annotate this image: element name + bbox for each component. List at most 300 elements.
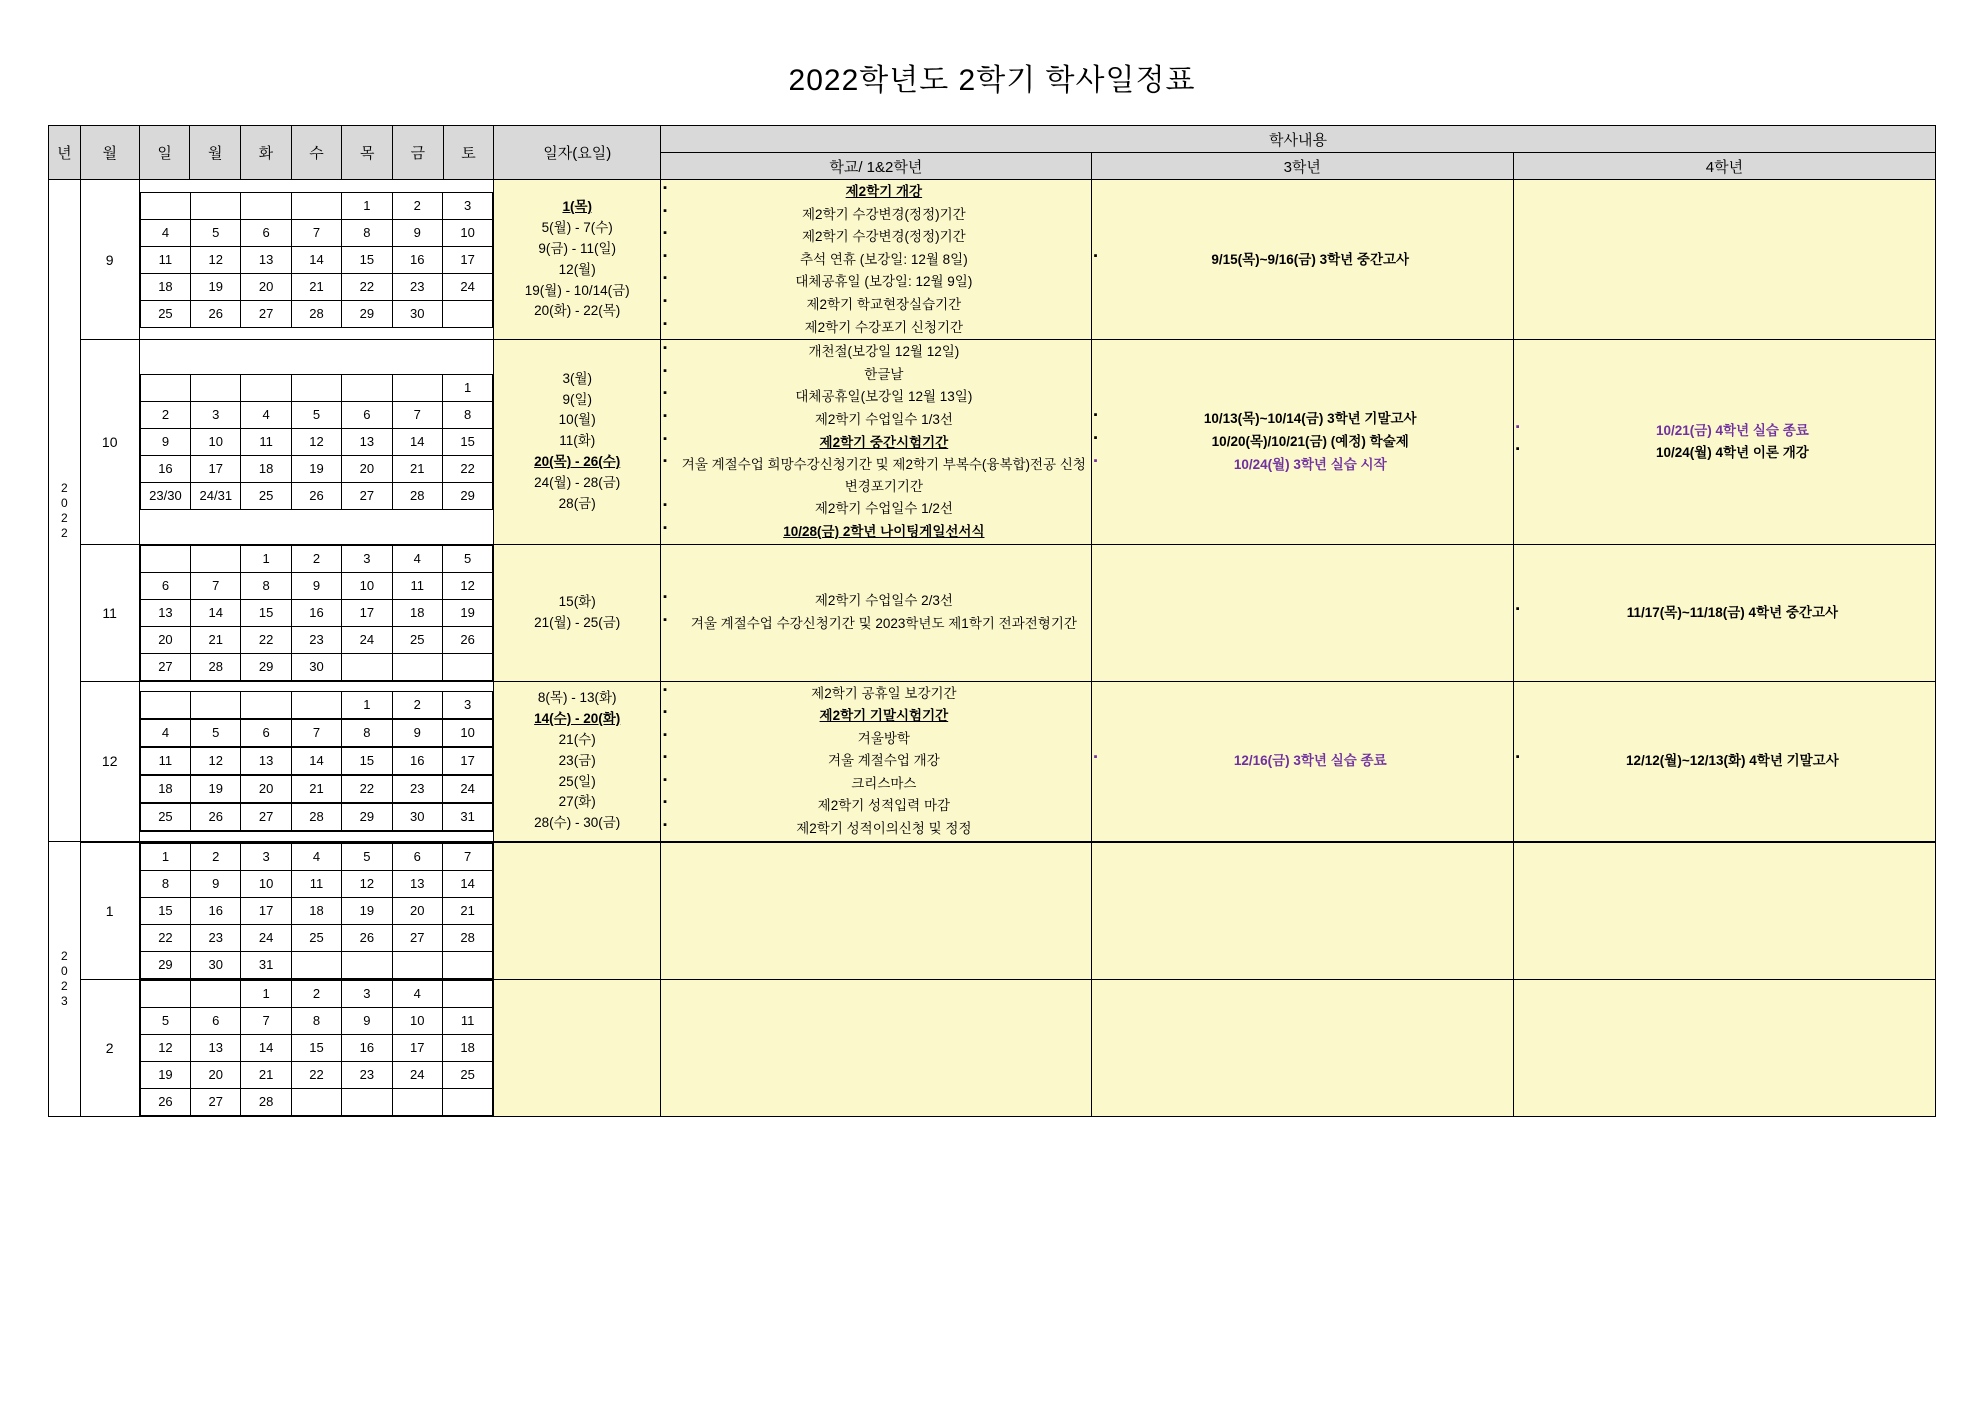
day-cell: 10 (241, 870, 291, 897)
header-content-grade4: 4학년 (1513, 153, 1935, 180)
day-cell (342, 374, 392, 401)
content-item: ▪ 10/24(월) 4학년 이론 개강 (1514, 442, 1935, 464)
day-cell (442, 653, 492, 680)
day-cell: 15 (241, 599, 291, 626)
day-cell: 11 (241, 428, 291, 455)
day-cell: 14 (442, 870, 492, 897)
content-item: ▪ 크리스마스 (661, 773, 1091, 795)
week-row (140, 300, 493, 327)
day-cell: 21 (191, 626, 241, 653)
day-cell: 29 (140, 951, 190, 978)
date-entry: 20(목) - 26(수) (534, 454, 621, 470)
content-grade4-cell (1513, 681, 1935, 842)
day-cell: 19 (140, 1061, 190, 1088)
content-item: ▪ 한글날 (661, 364, 1091, 386)
day-cell: 3 (442, 192, 492, 219)
day-cell: 20 (241, 273, 291, 300)
day-cell: 18 (442, 1034, 492, 1061)
day-cell: 18 (140, 273, 190, 300)
calendar-month-row (49, 681, 1936, 842)
day-cell: 26 (342, 924, 392, 951)
content-item: ▪ 제2학기 수업일수 1/3선 (661, 409, 1091, 431)
day-cell: 28 (241, 1088, 291, 1115)
day-cell: 12 (191, 747, 241, 775)
day-cell: 12 (442, 572, 492, 599)
day-cell: 2 (140, 401, 190, 428)
day-cell: 29 (241, 653, 291, 680)
day-cell: 13 (241, 246, 291, 273)
day-cell: 7 (442, 843, 492, 870)
day-cell (442, 1088, 492, 1115)
day-cell: 4 (392, 980, 442, 1007)
header-content-grade12: 학교/ 1&2학년 (661, 153, 1092, 180)
day-cell: 24 (442, 775, 492, 803)
day-cell: 12 (140, 1034, 190, 1061)
day-cell: 20 (191, 1061, 241, 1088)
day-cell: 1 (140, 843, 190, 870)
day-cell: 11 (442, 1007, 492, 1034)
day-cell: 24 (342, 626, 392, 653)
date-entry: 25(일) (558, 773, 596, 789)
day-cell (241, 691, 291, 719)
date-entry: 20(화) - 22(목) (534, 303, 621, 319)
day-cell (191, 691, 241, 719)
day-cell: 22 (140, 924, 190, 951)
day-cell: 30 (291, 653, 341, 680)
week-row (140, 1088, 493, 1115)
day-cell: 11 (291, 870, 341, 897)
day-cell: 9 (191, 870, 241, 897)
day-cell: 3 (342, 980, 392, 1007)
day-cell: 10 (191, 428, 241, 455)
day-cell (291, 951, 341, 978)
day-cell: 25 (392, 626, 442, 653)
day-cell: 6 (140, 572, 190, 599)
date-entry: 10(월) (558, 412, 596, 428)
day-cell: 8 (291, 1007, 341, 1034)
day-cell: 1 (241, 545, 291, 572)
day-cell: 3 (191, 401, 241, 428)
content-grade3-cell (1091, 340, 1513, 544)
day-cell: 8 (342, 719, 392, 747)
day-cell: 6 (241, 719, 291, 747)
day-cell: 9 (392, 219, 442, 246)
calendar-month-row (49, 842, 1936, 980)
header-weekday-mon: 월 (190, 126, 241, 180)
content-item: ▪ 겨울 계절수업 개강 (661, 750, 1091, 772)
day-cell: 5 (342, 843, 392, 870)
day-cell: 4 (140, 219, 190, 246)
header-content-group: 학사내용 (661, 126, 1936, 153)
table-header (49, 126, 1936, 180)
day-cell: 11 (140, 747, 190, 775)
day-cell: 10 (342, 572, 392, 599)
date-entry: 23(금) (558, 752, 596, 768)
day-cell: 26 (140, 1088, 190, 1115)
week-row (140, 870, 493, 897)
header-month: 월 (80, 126, 139, 180)
date-list-cell (494, 180, 661, 340)
day-cell: 17 (442, 747, 492, 775)
day-cell: 9 (392, 719, 442, 747)
day-cell: 14 (241, 1034, 291, 1061)
day-cell: 16 (392, 747, 442, 775)
date-list-cell (494, 681, 661, 842)
day-cell: 4 (291, 843, 341, 870)
content-item: ▪ 제2학기 학교현장실습기간 (661, 294, 1091, 316)
day-cell: 9 (291, 572, 341, 599)
day-cell: 13 (392, 870, 442, 897)
date-entry: 8(목) - 13(화) (537, 689, 617, 705)
week-row (140, 192, 493, 219)
day-cell: 22 (241, 626, 291, 653)
day-cell: 23 (392, 775, 442, 803)
date-entry: 12(월) (558, 261, 596, 277)
content-grade12-cell (661, 681, 1092, 842)
day-grid-cell (139, 340, 494, 544)
day-cell (140, 374, 190, 401)
day-cell: 28 (291, 803, 341, 831)
day-cell: 12 (291, 428, 341, 455)
content-item: ▪ 10/24(월) 3학년 실습 시작 (1092, 454, 1513, 476)
content-item: ▪ 대체공휴일(보강일 12월 13일) (661, 386, 1091, 408)
day-cell: 30 (191, 951, 241, 978)
content-item: ▪ 제2학기 기말시험기간 (661, 705, 1091, 727)
date-list-cell (494, 842, 661, 980)
day-cell (140, 192, 190, 219)
day-cell: 27 (241, 300, 291, 327)
day-cell (241, 192, 291, 219)
day-cell: 3 (442, 691, 492, 719)
day-cell (291, 691, 341, 719)
day-cell (342, 951, 392, 978)
day-cell: 1 (342, 192, 392, 219)
day-cell: 2 (191, 843, 241, 870)
content-grade4-cell (1513, 842, 1935, 980)
calendar-month-row (49, 544, 1936, 681)
day-cell: 18 (291, 897, 341, 924)
day-grid-cell (139, 979, 494, 1116)
day-cell: 4 (241, 401, 291, 428)
week-row (140, 1007, 493, 1034)
day-cell (140, 691, 190, 719)
content-grade12-cell (661, 544, 1092, 681)
day-cell: 17 (241, 897, 291, 924)
day-cell: 28 (392, 482, 442, 509)
day-cell: 14 (291, 246, 341, 273)
day-cell: 18 (241, 455, 291, 482)
content-item: ▪ 9/15(목)~9/16(금) 3학년 중간고사 (1092, 249, 1513, 271)
day-cell: 6 (191, 1007, 241, 1034)
day-grid-cell (139, 544, 494, 681)
content-item: ▪ 12/16(금) 3학년 실습 종료 (1092, 750, 1513, 772)
day-cell: 31 (442, 803, 492, 831)
day-cell: 9 (140, 428, 190, 455)
day-cell: 14 (291, 747, 341, 775)
day-cell: 16 (291, 599, 341, 626)
content-grade4-cell (1513, 340, 1935, 544)
day-cell: 24/31 (191, 482, 241, 509)
day-cell: 10 (442, 219, 492, 246)
week-row (140, 803, 493, 831)
date-entry: 9(일) (562, 391, 592, 407)
date-entry: 21(월) - 25(금) (534, 614, 621, 630)
week-row (140, 1034, 493, 1061)
day-cell: 2 (392, 192, 442, 219)
day-cell (241, 374, 291, 401)
day-cell (191, 545, 241, 572)
content-item: ▪ 대체공휴일 (보강일: 12월 9일) (661, 271, 1091, 293)
day-cell: 16 (342, 1034, 392, 1061)
date-list-cell (494, 340, 661, 544)
day-cell: 8 (140, 870, 190, 897)
day-cell (442, 980, 492, 1007)
content-item: ▪ 겨울 계절수업 희망수강신청기간 및 제2학기 부복수(융복합)전공 신청변경포기기간 (661, 454, 1091, 497)
day-cell: 21 (241, 1061, 291, 1088)
day-cell: 2 (392, 691, 442, 719)
day-cell: 19 (191, 273, 241, 300)
day-cell: 21 (392, 455, 442, 482)
calendar-month-row (49, 180, 1936, 340)
week-row (140, 482, 493, 509)
day-cell: 30 (392, 300, 442, 327)
content-item: ▪ 겨울방학 (661, 728, 1091, 750)
day-cell: 19 (191, 775, 241, 803)
day-cell: 8 (241, 572, 291, 599)
week-row (140, 924, 493, 951)
day-cell: 22 (291, 1061, 341, 1088)
day-cell: 7 (291, 719, 341, 747)
content-grade3-cell (1091, 842, 1513, 980)
content-item: ▪ 10/13(목)~10/14(금) 3학년 기말고사 (1092, 408, 1513, 430)
content-item: ▪ 제2학기 수강포기 신청기간 (661, 317, 1091, 339)
header-year: 년 (49, 126, 81, 180)
day-cell: 5 (291, 401, 341, 428)
week-row (140, 980, 493, 1007)
day-cell: 16 (392, 246, 442, 273)
day-cell: 25 (241, 482, 291, 509)
day-grid-cell (139, 180, 494, 340)
week-row (140, 626, 493, 653)
day-cell: 11 (140, 246, 190, 273)
day-cell: 29 (342, 803, 392, 831)
week-row (140, 747, 493, 775)
content-item: ▪ 제2학기 수강변경(정정)기간 (661, 226, 1091, 248)
day-cell: 8 (342, 219, 392, 246)
day-cell: 23 (392, 273, 442, 300)
month-cell: 11 (80, 544, 139, 681)
month-cell: 12 (80, 681, 139, 842)
day-cell: 15 (140, 897, 190, 924)
day-cell: 21 (291, 273, 341, 300)
day-cell (191, 374, 241, 401)
week-row (140, 951, 493, 978)
day-cell: 5 (191, 219, 241, 246)
date-list-cell (494, 979, 661, 1116)
content-item: ▪ 제2학기 성적이의신청 및 정정 (661, 818, 1091, 840)
day-cell: 25 (442, 1061, 492, 1088)
day-cell: 5 (442, 545, 492, 572)
content-item: ▪ 제2학기 개강 (661, 181, 1091, 203)
content-item: ▪ 10/20(목)/10/21(금) (예정) 학술제 (1092, 431, 1513, 453)
content-grade3-cell (1091, 681, 1513, 842)
day-cell: 16 (140, 455, 190, 482)
content-item: ▪ 12/12(월)~12/13(화) 4학년 기말고사 (1514, 750, 1935, 772)
page-title: 2022학년도 2학기 학사일정표 (788, 64, 1196, 97)
day-cell: 12 (342, 870, 392, 897)
header-date: 일자(요일) (494, 126, 661, 180)
day-cell: 5 (191, 719, 241, 747)
week-row (140, 219, 493, 246)
day-cell (291, 192, 341, 219)
day-cell: 6 (241, 219, 291, 246)
day-cell: 4 (392, 545, 442, 572)
content-grade4-cell (1513, 180, 1935, 340)
day-cell: 21 (442, 897, 492, 924)
month-cell: 10 (80, 340, 139, 544)
content-grade3-cell (1091, 544, 1513, 681)
header-weekday-fri: 금 (393, 126, 444, 180)
day-cell: 19 (342, 897, 392, 924)
date-entry: 3(월) (562, 370, 592, 386)
date-entry: 28(금) (558, 496, 596, 512)
content-grade4-cell (1513, 544, 1935, 681)
day-cell: 2 (291, 545, 341, 572)
day-cell: 5 (140, 1007, 190, 1034)
day-cell: 7 (241, 1007, 291, 1034)
day-cell: 17 (191, 455, 241, 482)
day-grid-cell (139, 681, 494, 842)
day-cell: 30 (392, 803, 442, 831)
table-body (49, 180, 1936, 1117)
day-cell (291, 1088, 341, 1115)
year-cell: 2 0 2 3 (49, 842, 81, 1117)
day-cell: 31 (241, 951, 291, 978)
header-content-grade3: 3학년 (1091, 153, 1513, 180)
day-cell: 15 (442, 428, 492, 455)
day-cell: 23/30 (140, 482, 190, 509)
day-cell (342, 1088, 392, 1115)
week-row (140, 775, 493, 803)
calendar-month-row (49, 979, 1936, 1116)
day-cell (342, 653, 392, 680)
date-entry: 14(수) - 20(화) (534, 710, 621, 726)
day-cell: 9 (342, 1007, 392, 1034)
week-row (140, 455, 493, 482)
day-cell: 17 (342, 599, 392, 626)
day-cell: 26 (191, 803, 241, 831)
date-entry: 21(수) (558, 731, 596, 747)
content-grade12-cell (661, 842, 1092, 980)
day-cell (191, 192, 241, 219)
day-cell: 23 (342, 1061, 392, 1088)
week-row (140, 428, 493, 455)
date-entry: 11(화) (559, 433, 596, 449)
day-cell: 13 (342, 428, 392, 455)
day-cell: 25 (140, 803, 190, 831)
day-cell: 25 (291, 924, 341, 951)
date-entry: 19(월) - 10/14(금) (524, 282, 630, 298)
header-weekday-wed: 수 (291, 126, 342, 180)
content-item: ▪ 제2학기 수업일수 2/3선 (661, 590, 1091, 612)
content-grade3-cell (1091, 979, 1513, 1116)
day-cell: 26 (191, 300, 241, 327)
week-row (140, 273, 493, 300)
date-list-cell (494, 544, 661, 681)
day-cell (140, 980, 190, 1007)
day-cell: 18 (392, 599, 442, 626)
day-cell: 7 (291, 219, 341, 246)
day-cell (392, 1088, 442, 1115)
week-row (140, 719, 493, 747)
week-row (140, 572, 493, 599)
day-cell: 16 (191, 897, 241, 924)
day-cell (191, 980, 241, 1007)
content-item: ▪ 10/28(금) 2학년 나이팅게일선서식 (661, 521, 1091, 543)
day-cell: 10 (442, 719, 492, 747)
day-cell: 1 (442, 374, 492, 401)
day-cell: 14 (191, 599, 241, 626)
day-cell: 18 (140, 775, 190, 803)
content-grade12-cell (661, 340, 1092, 544)
content-item: ▪ 추석 연휴 (보강일: 12월 8일) (661, 249, 1091, 271)
day-cell: 3 (241, 843, 291, 870)
day-cell: 26 (442, 626, 492, 653)
day-cell: 27 (140, 653, 190, 680)
day-cell: 10 (392, 1007, 442, 1034)
day-cell: 13 (241, 747, 291, 775)
day-cell: 15 (342, 747, 392, 775)
content-grade12-cell (661, 180, 1092, 340)
header-weekday-thu: 목 (342, 126, 393, 180)
month-cell: 9 (80, 180, 139, 340)
day-cell: 26 (291, 482, 341, 509)
day-cell: 21 (291, 775, 341, 803)
date-entry: 27(화) (558, 794, 596, 810)
day-cell: 1 (241, 980, 291, 1007)
day-cell: 14 (392, 428, 442, 455)
day-cell (392, 374, 442, 401)
content-item: ▪ 10/21(금) 4학년 실습 종료 (1514, 420, 1935, 442)
day-cell: 27 (191, 1088, 241, 1115)
content-grade4-cell (1513, 979, 1935, 1116)
content-item: ▪ 제2학기 성적입력 마감 (661, 795, 1091, 817)
week-row (140, 401, 493, 428)
date-entry: 15(화) (558, 593, 596, 609)
week-row (140, 545, 493, 572)
content-item: ▪ 제2학기 수강변경(정정)기간 (661, 204, 1091, 226)
content-item: ▪ 개천절(보강일 12월 12일) (661, 341, 1091, 363)
day-cell: 6 (392, 843, 442, 870)
day-cell: 15 (342, 246, 392, 273)
day-cell: 20 (342, 455, 392, 482)
day-cell: 11 (392, 572, 442, 599)
content-item: ▪ 11/17(목)~11/18(금) 4학년 중간고사 (1514, 602, 1935, 624)
day-cell: 7 (392, 401, 442, 428)
day-cell: 2 (291, 980, 341, 1007)
day-cell: 19 (291, 455, 341, 482)
week-row (140, 246, 493, 273)
day-grid-cell (139, 842, 494, 980)
day-cell (442, 300, 492, 327)
day-cell: 1 (342, 691, 392, 719)
date-entry: 5(월) - 7(수) (541, 219, 613, 235)
week-row (140, 843, 493, 870)
content-item: ▪ 제2학기 공휴일 보강기간 (661, 683, 1091, 705)
day-cell: 20 (241, 775, 291, 803)
content-grade3-cell (1091, 180, 1513, 340)
day-cell (291, 374, 341, 401)
